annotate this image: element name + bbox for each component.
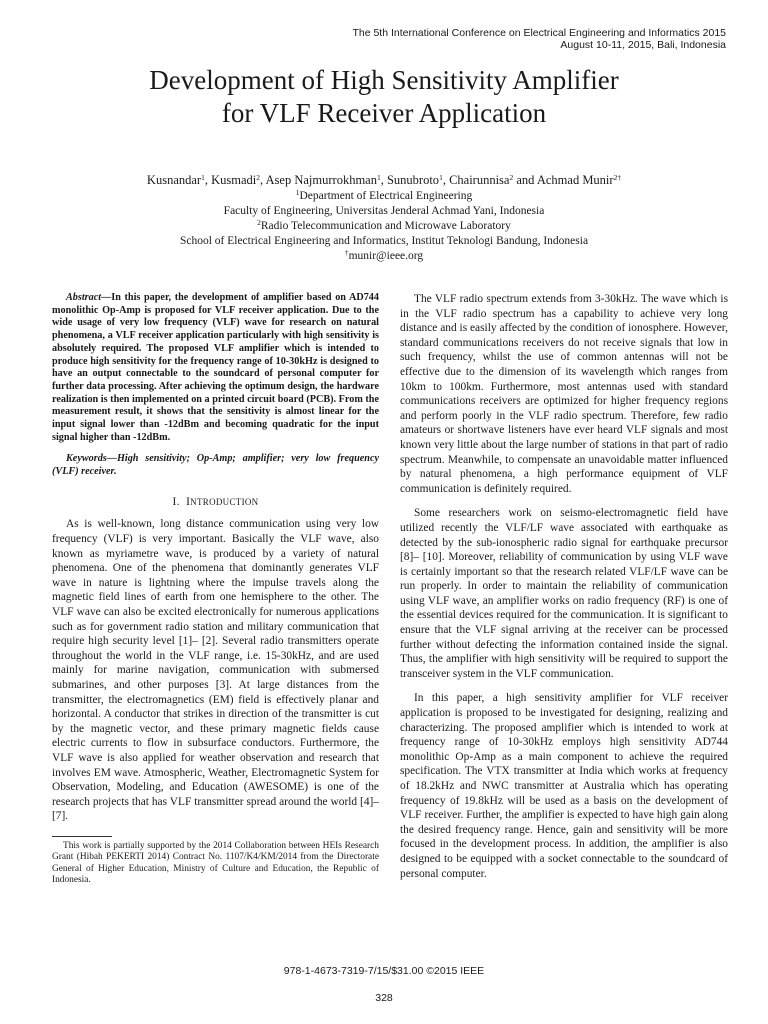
intro-paragraph: As is well-known, long distance communication using very low frequency (VLF) is very important. Basically the VLF wave, also known as myriametre wave, is produced by a variety of natural phenomena. One of the phenomena that dominantly generates VLF wave in nature is lightning where the impulse travels along the magnetic field lines of earth from one hemisphere to the other. The VLF wave can also be excited electronically for numerous applications such as for government radio station and military communication that require high security level [1]– [2]. Several radio transmitters operate throughout the world in the VLF range, i.e. 15-30kHz, and are used mainly for marine navigation, communication with submersed submarines, and other purposes [3]. At large distances from the transmitter, the electromagnetics (EM) field is effectively planar and horizontal. A conductor that strikes in direction of the transmitter is cut by the magnetic vector, and these primary magnetic fields cause electric currents to flow in subsurface conductors. Furthermore, the VLF wave is also applied for weather observation and research that involves EM wave. Atmospheric, Weather, Electromagnetic System for Observation, Modeling, and Education (AWESOME) is one of the research projects that has VLF transmitter spread around the world [4]– [7]. <box>52 518 379 823</box>
paragraph-seismo-em: Some researchers work on seismo-electromagnetic field have utilized recently the VLF/LF wave associated with earthquake as detected by the sub-ionospheric radio signal for earthquake precursor [8]– [10]. Moreover, reliability of communication by using VLF wave is certainly important so that the research related VLF/LF wave can be run properly. In order to maintain the reliability of communication using VLF wave, an amplifier works on radio frequency (RF) is one of the essential devices required for the communication. It is significant to ensure that the VLF signal arriving at the receiver can be processed further without defecting the information contained inside the signal. Thus, the amplifier with high sensitivity will be required to support the transceiver system in the VLF communication. <box>400 507 728 680</box>
abstract-label: Abstract— <box>66 292 112 303</box>
author-affiliation-mark: 1 <box>201 173 205 182</box>
author-name: Chairunnisa <box>449 173 510 187</box>
paragraph-proposal: In this paper, a high sensitivity amplifier for VLF receiver application is proposed to be investigated for designing, realizing and characterizing. The proposed amplifier which is intended to work at frequency range of 10-30kHz employs high sensitivity AD744 monolithic Op-Amp as a main component to achieve the required specification. The VTX transmitter at India which works at frequency of 18.2kHz and NWC transmitter at Australia which has operating frequency of 19.8kHz will be used as a basis on the development of VLF receiver. Further, the amplifier is expected to have high gain along the desired frequency range. Hence, gain and sensitivity will be more focused in the development process. In addition, the amplifier is also designed to be equipped with a socket connectable to the soundcard of personal computer. <box>400 692 728 880</box>
funding-footnote: This work is partially supported by the 2014 Collaboration between HEIs Research Grant (Hibah PEKERTI 2014) Contract No. 1107/K4/KM/2014 from the Directorate General of Higher Education, Ministry of Culture and Education, the Republic of Indonesia. <box>52 840 379 886</box>
abstract-text: In this paper, the development of amplifier based on AD744 monolithic Op-Amp is proposed for VLF receiver application. Due to the wide usage of very low frequency (VLF) wave for research on natural phenomena, a VLF receiver application particularly with high sensitivity is absolutely required. The proposed VLF amplifier which is intended to produce high sensitivity for the frequency range of 10-30kHz is designed to have an output connectable to the soundcard of personal computer for further data processing. After achieving the optimum design, the hardware realization is then implemented on a printed circuit board (PCB). From the measurement result, it shows that the sensitivity is almost linear for the input signal lower than -12dBm and becoming quadratic for the input signal higher than -12dBm. <box>52 292 379 443</box>
corresponding-email <box>0 249 768 264</box>
author-name: Achmad Munir <box>536 173 614 187</box>
affiliation-2-school: School of Electrical Engineering and Informatics, Institut Teknologi Bandung, Indonesia <box>179 235 589 247</box>
conference-date-location: August 10-11, 2015, Bali, Indonesia <box>560 39 726 51</box>
author-affiliation-mark: 2† <box>613 173 622 182</box>
section-initial: I <box>186 495 191 508</box>
author-and: and <box>513 173 537 187</box>
author-affiliation-mark: 2 <box>256 173 260 182</box>
author-name: Kusmadi <box>211 173 257 187</box>
author-name: Sunubroto <box>386 173 440 187</box>
title-line-2: for VLF Receiver Application <box>221 98 547 128</box>
section-numeral: I. <box>172 495 180 508</box>
conference-header <box>352 27 726 51</box>
author-separator: , <box>204 173 212 187</box>
page-number: 328 <box>375 992 393 1004</box>
right-column <box>400 292 728 891</box>
lab-name: Radio Telecommunication and Microwave Laboratory <box>260 220 511 232</box>
isbn-copyright: 978-1-4673-7319-7/15/$31.00 ©2015 IEEE <box>283 965 485 977</box>
author-name: Kusnandar <box>146 173 202 187</box>
affiliation-mark: 2 <box>257 218 261 227</box>
author-block <box>0 173 768 264</box>
paper-title <box>0 64 768 130</box>
author-separator: , <box>259 173 266 187</box>
paragraph-vlf-spectrum: The VLF radio spectrum extends from 3-30kHz. The wave which is in the VLF radio spectrum has a capability to achieve very long distance and is easily affected by the condition of ionosphere. However, standard communications receivers do not receive signals that low in such frequency, whilst the use of common antennas will not be effective due to the dimension of its wavelength which ranges from 10km to 100km. Furthermore, most antennas used with standard communications receivers are optimized for higher frequency regions and perform poorly in the VLF radio spectrum. Therefore, few radio amateurs or shortwave listeners have ever heard VLF signals and most known very little about the large number of stations in that part of radio spectrum. Meanwhile, to compensate an unavoidable matter influenced by natural phenomena, a high performance equipment of VLF communication is definitely required. <box>400 293 728 495</box>
keywords-text: High sensitivity; Op-Amp; amplifier; very low frequency (VLF) receiver. <box>52 453 379 478</box>
author-separator: , <box>380 173 387 187</box>
keywords-label: Keywords— <box>66 453 117 465</box>
author-separator: , <box>442 173 450 187</box>
author-affiliation-mark: 1 <box>439 173 443 182</box>
department-name: Department of Electrical Engineering <box>299 190 473 202</box>
email-mark: † <box>344 248 349 257</box>
author-affiliation-mark: 1 <box>376 173 381 182</box>
abstract <box>52 292 379 444</box>
author-name: Asep Najmurrokhman <box>265 173 377 187</box>
conference-name: The 5th International Conference on Electrical Engineering and Informatics 2015 <box>352 27 726 39</box>
footnote-divider <box>52 836 112 837</box>
author-list <box>0 173 768 188</box>
affiliation-2-lab <box>0 219 768 234</box>
email-address: munir@ieee.org <box>348 250 424 262</box>
section-title-rest: NTRODUCTION <box>190 496 259 507</box>
title-line-1: Development of High Sensitivity Amplifier <box>149 65 619 95</box>
affiliation-1-department <box>0 189 768 204</box>
keywords <box>52 453 379 478</box>
author-affiliation-mark: 2 <box>509 173 514 182</box>
section-heading-introduction <box>52 495 379 510</box>
affiliation-1-faculty: Faculty of Engineering, Universitas Jenderal Achmad Yani, Indonesia <box>223 205 545 217</box>
affiliation-mark: 1 <box>295 188 300 197</box>
left-column <box>52 292 379 887</box>
